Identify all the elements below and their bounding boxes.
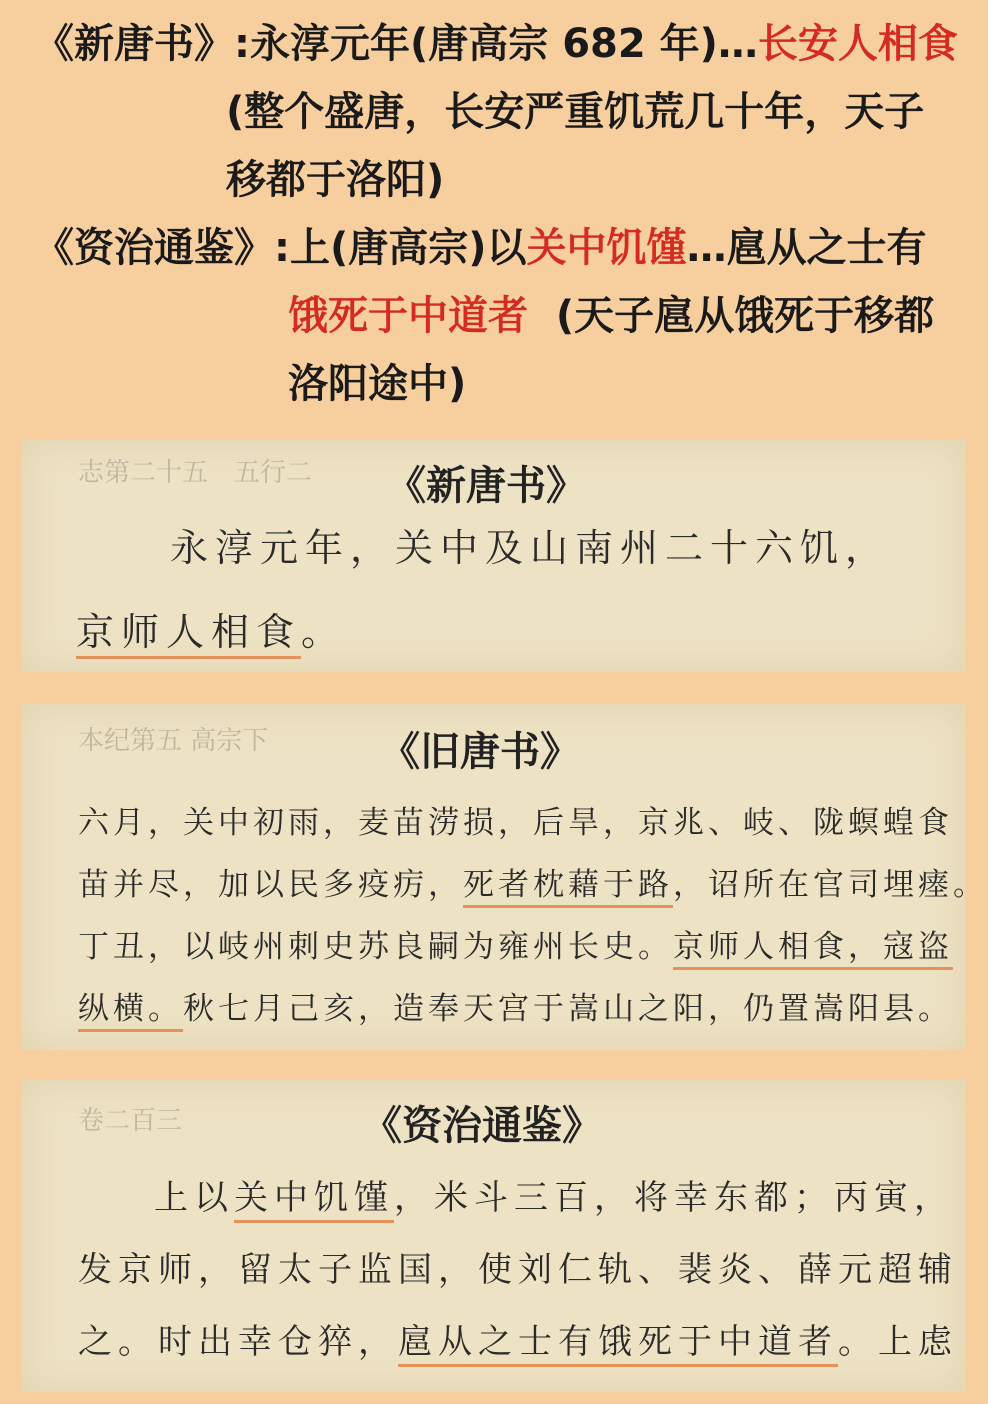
underlined-phrase: 京师人相食	[76, 610, 301, 659]
underlined-phrase: 纵横。	[78, 991, 183, 1032]
jiu-tang-shu-excerpt	[22, 704, 988, 1050]
underlined-phrase: 死者枕藉于路	[463, 867, 673, 908]
underlined-phrase: 关中饥馑	[234, 1178, 394, 1223]
excerpt-line-3	[78, 1306, 958, 1378]
excerpt-line-4	[78, 978, 953, 1040]
chapter-tag: 志第二十五 五行二	[78, 458, 313, 488]
summary-highlight: 饿死于中道者	[288, 293, 528, 339]
excerpt-line-2	[76, 592, 346, 672]
excerpt-line-1	[154, 1162, 954, 1234]
excerpt-line-2: 发京师，留太子监国，使刘仁轨、裴炎、薛元超辅	[78, 1250, 958, 1290]
excerpt-title: 《资治通鉴》	[362, 1102, 602, 1149]
zi-zhi-tong-jian-excerpt	[22, 1080, 966, 1392]
excerpt-line-1: 六月，关中初雨，麦苗涝损，后旱，京兆、岐、陇螟蝗食	[78, 805, 953, 841]
summary-highlight: 关中饥馑	[526, 225, 687, 271]
excerpt-text: 苗并尽，加以民多疫疠，	[78, 867, 463, 903]
excerpt-text: 之。时出幸仓猝，	[78, 1322, 398, 1362]
excerpt-text: 上以	[154, 1178, 234, 1218]
underlined-phrase: 扈从之士有饿死于中道者	[398, 1322, 838, 1367]
summary-text: 《资治通鉴》:上(唐高宗)以	[34, 225, 527, 271]
excerpt-title: 《新唐书》	[386, 462, 586, 509]
excerpt-line-2	[78, 854, 988, 916]
summary-line-2: (整个盛唐，长安严重饥荒几十年，天子	[226, 89, 925, 135]
summary-highlight: 长安人相食	[757, 21, 958, 67]
summary-text: …扈从之士有	[686, 225, 927, 271]
summary-line-3: 移都于洛阳)	[226, 157, 445, 203]
excerpt-text: 秋七月己亥，造奉天宫于嵩山之阳，仍置嵩阳县。	[183, 991, 953, 1027]
underlined-phrase: 京师人相食，寇盗	[673, 929, 953, 970]
xin-tang-shu-excerpt	[22, 440, 966, 672]
chapter-tag: 本纪第五 高宗下	[78, 726, 269, 756]
excerpt-text: 。上虑	[838, 1322, 958, 1362]
summary-line-6: 洛阳途中)	[288, 361, 467, 407]
summary-line-1	[34, 20, 958, 68]
excerpt-title: 《旧唐书》	[380, 728, 580, 775]
excerpt-text: ，米斗三百，将幸东都；丙寅，	[394, 1178, 954, 1218]
summary-text: (天子扈从饿死于移都	[528, 293, 935, 339]
excerpt-text: 丁丑，以岐州刺史苏良嗣为雍州长史。	[78, 929, 673, 965]
excerpt-text: 。	[301, 610, 347, 654]
excerpt-line-1: 永淳元年，关中及山南州二十六饥，	[170, 526, 891, 570]
summary-line-5	[288, 292, 934, 340]
summary-text: 《新唐书》:永淳元年(唐高宗 682 年)…	[34, 21, 758, 67]
excerpt-text: ，诏所在官司埋瘗。	[673, 867, 988, 903]
chapter-tag: 卷二百三	[78, 1106, 183, 1136]
summary-line-4	[34, 224, 927, 272]
excerpt-line-3	[78, 916, 953, 978]
